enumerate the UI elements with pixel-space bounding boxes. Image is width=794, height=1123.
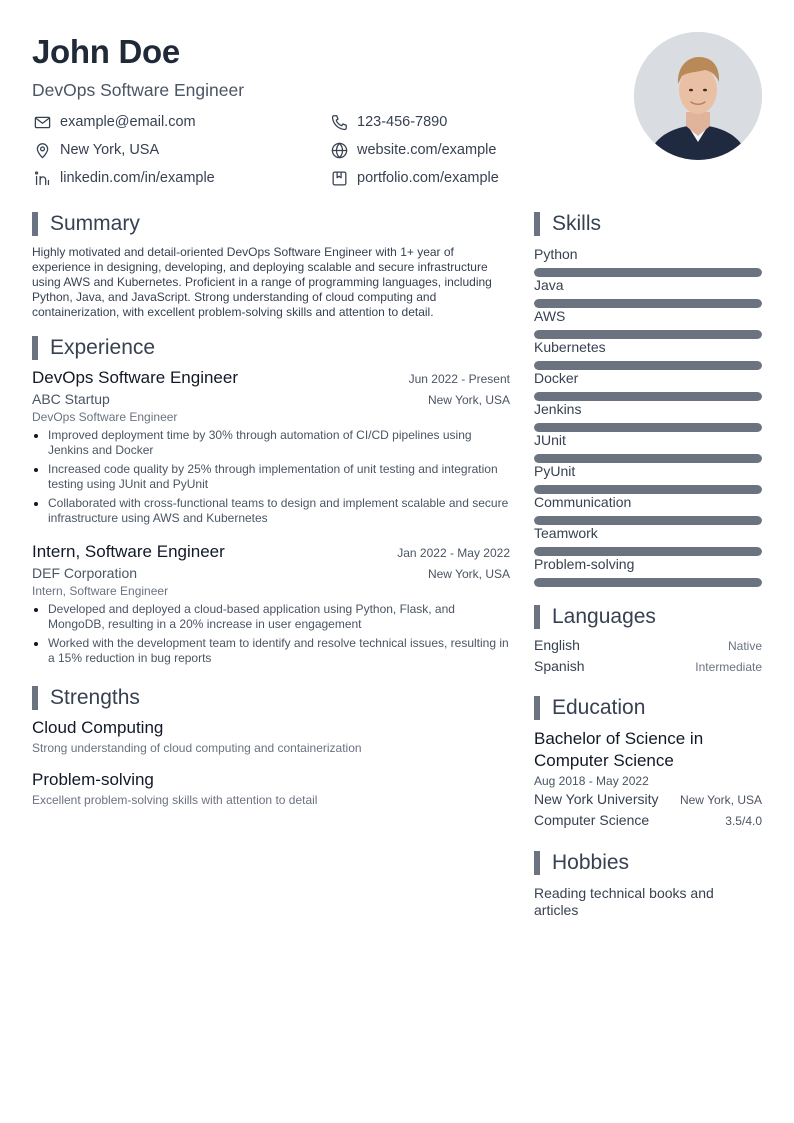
- contact-location: [32, 139, 159, 161]
- summary-text: Highly motivated and detail-oriented DevOps Software Engineer with 1+ year of experience in designing, developing, and deploying scalable and secure infrastructure using AWS and Kubernetes. Proficient in a range of programming languages, including Python, Java, and JavaScript. Strong understanding of cloud computing and containerization, with excellent problem-solving skills and attention to detail.: [32, 245, 492, 319]
- skill-name: Java: [534, 277, 564, 293]
- globe-icon: [329, 140, 349, 160]
- contact-portfolio[interactable]: [329, 167, 499, 189]
- experience-item: [32, 541, 510, 666]
- strength-item: [32, 717, 510, 756]
- skill-name: Kubernetes: [534, 339, 606, 355]
- strength-description: Strong understanding of cloud computing and containerization: [32, 741, 362, 755]
- job-title: DevOps Software Engineer: [32, 368, 238, 387]
- job-bullets: [32, 428, 510, 526]
- job-dates: Jan 2022 - May 2022: [397, 546, 510, 560]
- skill-name: Problem-solving: [534, 556, 635, 572]
- portfolio-icon: [329, 168, 349, 188]
- language-name: English: [534, 637, 580, 653]
- contact-website[interactable]: [329, 139, 496, 161]
- mail-icon: [32, 112, 52, 132]
- job-location: New York, USA: [427, 393, 510, 407]
- job-title: Intern, Software Engineer: [32, 542, 225, 561]
- hobbies-text: Reading technical books and articles: [534, 885, 714, 918]
- education-heading: [534, 696, 762, 720]
- contact-linkedin[interactable]: [32, 167, 215, 189]
- job-location: New York, USA: [427, 567, 510, 581]
- heading-accent-bar: [32, 212, 38, 236]
- skill-name: JUnit: [534, 432, 566, 448]
- candidate-name: John Doe: [32, 33, 180, 70]
- languages-list: [534, 637, 762, 679]
- degree-title: Bachelor of Science in Computer Science: [534, 729, 704, 770]
- heading-accent-bar: [32, 686, 38, 710]
- skills-heading: [534, 212, 762, 236]
- job-bullet: Developed and deployed a cloud-based application using Python, Flask, and MongoDB, resulting in a 20% increase in user engagement: [32, 602, 510, 632]
- experience-item: [32, 367, 510, 526]
- company-name: ABC Startup: [32, 391, 110, 407]
- job-role: Intern, Software Engineer: [32, 584, 169, 598]
- heading-accent-bar: [534, 851, 540, 875]
- location-pin-icon: [32, 140, 52, 160]
- education-major-row: [534, 812, 762, 833]
- summary-heading: [32, 212, 510, 236]
- job-bullet: Increased code quality by 25% through implementation of unit testing and integration testing using JUnit and PyUnit: [32, 462, 510, 492]
- skill-name: PyUnit: [534, 463, 576, 479]
- contact-email[interactable]: [32, 111, 196, 133]
- experience-heading-text: Experience: [50, 336, 156, 359]
- job-dates: Jun 2022 - Present: [408, 372, 510, 386]
- language-item: [534, 637, 762, 658]
- education-heading-text: Education: [552, 696, 646, 719]
- language-name: Spanish: [534, 658, 585, 674]
- phone-icon: [329, 112, 349, 132]
- skill-bar: [534, 578, 762, 587]
- education-school-row: [534, 791, 762, 812]
- profile-photo: [634, 32, 762, 160]
- strength-title: Problem-solving: [32, 770, 154, 789]
- heading-accent-bar: [534, 212, 540, 236]
- website-text: website.com/example: [357, 142, 497, 158]
- education-dates: Aug 2018 - May 2022: [534, 774, 649, 788]
- job-bullet: Improved deployment time by 30% through automation of CI/CD pipelines using Jenkins and Docker: [32, 428, 510, 458]
- gpa-value: 3.5/4.0: [725, 814, 762, 828]
- heading-accent-bar: [534, 605, 540, 629]
- languages-heading: [534, 605, 762, 629]
- skill-item: [534, 493, 762, 524]
- school-location: New York, USA: [679, 793, 762, 807]
- strengths-heading: [32, 686, 510, 710]
- skill-item: [534, 369, 762, 400]
- language-level: Intermediate: [695, 660, 762, 674]
- skill-item: [534, 307, 762, 338]
- strengths-heading-text: Strengths: [50, 686, 140, 709]
- location-text: New York, USA: [60, 142, 160, 158]
- linkedin-text: linkedin.com/in/example: [60, 170, 215, 186]
- phone-text: 123-456-7890: [357, 114, 448, 130]
- resume-header: [32, 32, 632, 101]
- strength-item: [32, 769, 510, 808]
- heading-accent-bar: [32, 336, 38, 360]
- skill-name: Communication: [534, 494, 632, 510]
- skill-name: Teamwork: [534, 525, 598, 541]
- skill-name: Python: [534, 246, 578, 262]
- major-name: Computer Science: [534, 812, 650, 828]
- strength-title: Cloud Computing: [32, 718, 164, 737]
- job-bullet: Worked with the development team to identify and resolve technical issues, resulting in a 15% reduction in bug reports: [32, 636, 510, 666]
- left-column: [32, 212, 510, 808]
- skill-bar-fill: [534, 578, 762, 587]
- skill-item: [534, 524, 762, 555]
- language-level: Native: [727, 639, 762, 653]
- experience-heading: [32, 336, 510, 360]
- company-name: DEF Corporation: [32, 565, 138, 581]
- email-text: example@email.com: [60, 114, 196, 130]
- candidate-title: DevOps Software Engineer: [32, 80, 245, 100]
- skill-item: [534, 245, 762, 276]
- skills-list: [534, 245, 762, 586]
- job-role: DevOps Software Engineer: [32, 410, 178, 424]
- job-bullets: [32, 602, 510, 666]
- right-column: [534, 212, 762, 919]
- summary-heading-text: Summary: [50, 212, 140, 235]
- skill-name: Jenkins: [534, 401, 582, 417]
- skill-item: [534, 276, 762, 307]
- skill-item: [534, 555, 762, 586]
- portfolio-text: portfolio.com/example: [357, 170, 499, 186]
- skill-name: Docker: [534, 370, 579, 386]
- skill-name: AWS: [534, 308, 566, 324]
- contact-phone[interactable]: [329, 111, 447, 133]
- hobbies-heading-text: Hobbies: [552, 851, 630, 874]
- skills-heading-text: Skills: [552, 212, 602, 235]
- skill-item: [534, 462, 762, 493]
- language-item: [534, 658, 762, 679]
- heading-accent-bar: [534, 696, 540, 720]
- school-name: New York University: [534, 791, 659, 807]
- skill-item: [534, 431, 762, 462]
- job-bullet: Collaborated with cross-functional teams to design and implement scalable and secure infrastructure using AWS and Kubernetes: [32, 496, 510, 526]
- skill-item: [534, 400, 762, 431]
- languages-heading-text: Languages: [552, 605, 656, 628]
- strength-description: Excellent problem-solving skills with attention to detail: [32, 793, 318, 807]
- hobbies-heading: [534, 851, 762, 875]
- linkedin-icon: [32, 168, 52, 188]
- skill-item: [534, 338, 762, 369]
